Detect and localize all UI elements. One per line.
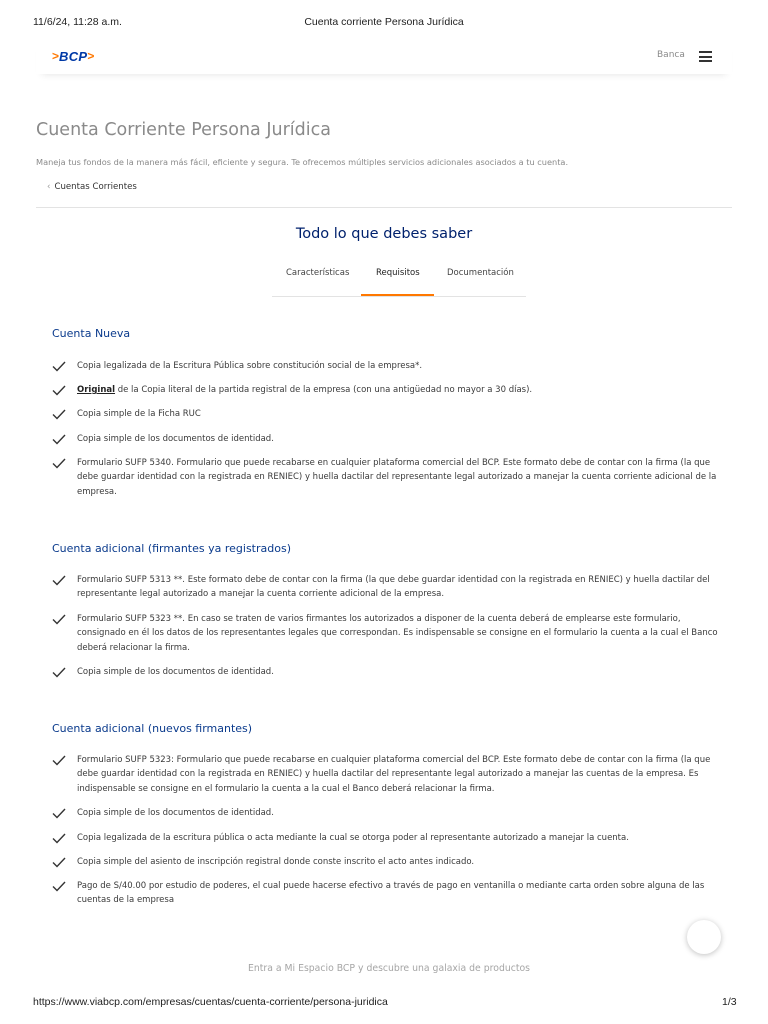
item-text: de la Copia literal de la partida registral de la empresa (con una antigüedad no mayor a 30 días). xyxy=(115,385,533,395)
check-icon xyxy=(52,808,66,819)
item-text: Copia legalizada de la escritura pública o acta mediante la cual se otorga poder al representante autorizado a manejar la cuenta. xyxy=(77,833,629,843)
check-icon xyxy=(52,667,66,678)
check-icon xyxy=(52,833,66,844)
item-text: Copia legalizada de la Escritura Pública sobre constitución social de la empresa*. xyxy=(77,361,423,371)
item-text: Copia simple de los documentos de identidad. xyxy=(77,434,274,444)
check-icon xyxy=(52,458,66,469)
item-text: Copia simple de la Ficha RUC xyxy=(77,409,201,419)
print-page-number: 1/3 xyxy=(722,996,737,1008)
banca-link[interactable]: Banca xyxy=(657,50,685,60)
page-description: Maneja tus fondos de la manera más fácil, eficiente y segura. Te ofrecemos múltiples servicios adicionales asociados a tu cuenta. xyxy=(36,157,569,167)
section-title: Todo lo que debes saber xyxy=(295,226,473,242)
check-icon xyxy=(52,409,66,420)
check-icon xyxy=(52,755,66,766)
item-text: Formulario SUFP 5313 **. Este formato debe de contar con la firma (la que debe guardar identidad con la registrada en RENIEC) y huella dactilar del xyxy=(77,575,710,585)
item-text: Formulario SUFP 5323 **. En caso se traten de varios firmantes los autorizados a disponer de la cuenta deberá de emplearse este formulario, xyxy=(77,614,681,624)
check-icon xyxy=(52,614,66,625)
original-link[interactable]: Original xyxy=(77,385,116,395)
check-icon xyxy=(52,385,66,396)
tab-requisitos[interactable]: Requisitos xyxy=(376,268,420,278)
check-icon xyxy=(52,575,66,586)
item-text: Pago de S/40.00 por estudio de poderes, el cual puede hacerse efectivo a través de pago en ventanilla o mediante carta orden sobre alguna de las xyxy=(77,881,705,891)
logo-chevron-left: > xyxy=(52,49,60,63)
group-title-cuenta-adicional-nuevos: Cuenta adicional (nuevos firmantes) xyxy=(52,722,253,735)
tab-caracteristicas[interactable]: Características xyxy=(286,268,350,278)
item-text: cuentas de la empresa xyxy=(77,895,175,906)
check-icon xyxy=(52,434,66,445)
chevron-left-icon: ‹ xyxy=(47,182,51,192)
item-text: empresa. xyxy=(77,486,117,497)
item-text: Copia simple del asiento de inscripción registral donde conste inscrito el acto antes indicado. xyxy=(77,857,475,867)
print-url: https://www.viabcp.com/empresas/cuentas/cuenta-corriente/persona-juridica xyxy=(33,996,388,1008)
promo-text: Entra a Mi Espacio BCP y descubre una galaxia de productos xyxy=(247,963,531,974)
item-text: Copia simple de los documentos de identidad. xyxy=(77,808,274,818)
print-date: 11/6/24, 11:28 a.m. xyxy=(33,16,122,28)
item-text: debe guardar identidad con la registrada en RENIEC) y huella dactilar del representante legal autorizado a manejar las cuentas de la empresa. Es xyxy=(77,769,699,780)
item-text: representante legal autorizado a manejar la cuenta corriente adicional de la empresa. xyxy=(77,589,445,600)
item-text: deberá relacionar la firma. xyxy=(77,642,190,653)
check-icon xyxy=(52,881,66,892)
item-text: Copia simple de los documentos de identidad. xyxy=(77,667,274,677)
item-text: debe guardar identidad con la registrada en RENIEC) y huella dactilar del representante legal autorizado a manejar la cuenta corriente adicional de la xyxy=(77,472,717,483)
check-icon xyxy=(52,361,66,372)
group-title-cuenta-nueva: Cuenta Nueva xyxy=(52,327,131,340)
tab-documentacion[interactable]: Documentación xyxy=(447,268,514,278)
logo-wordmark: BCP xyxy=(59,48,88,64)
item-text: Formulario SUFP 5323: Formulario que puede recabarse en cualquier plataforma comercial del BCP. Este formato debe de contar con la firma (la que xyxy=(77,755,711,765)
item-text: indispensable se consigne en el formulario la cuenta a la cual el Banco deberá relacionar la firma. xyxy=(77,783,495,794)
check-icon xyxy=(52,857,66,868)
page-title: Cuenta Corriente Persona Jurídica xyxy=(36,120,331,140)
logo-chevron-right: > xyxy=(87,49,95,63)
group-title-cuenta-adicional-registrados: Cuenta adicional (firmantes ya registrados) xyxy=(52,542,291,555)
print-doc-title: Cuenta corriente Persona Jurídica xyxy=(304,16,464,28)
item-text: Formulario SUFP 5340. Formulario que puede recabarse en cualquier plataforma comercial del BCP. Este formato debe de contar con la firma (la que xyxy=(77,458,711,468)
floating-action-button[interactable] xyxy=(687,920,721,954)
breadcrumb-label: Cuentas Corrientes xyxy=(54,182,137,192)
item-text: consignado en él los datos de los representantes legales que correspondan. Es indispensable se consigne en el formulario la cuenta a la cual el Banco xyxy=(77,628,718,639)
